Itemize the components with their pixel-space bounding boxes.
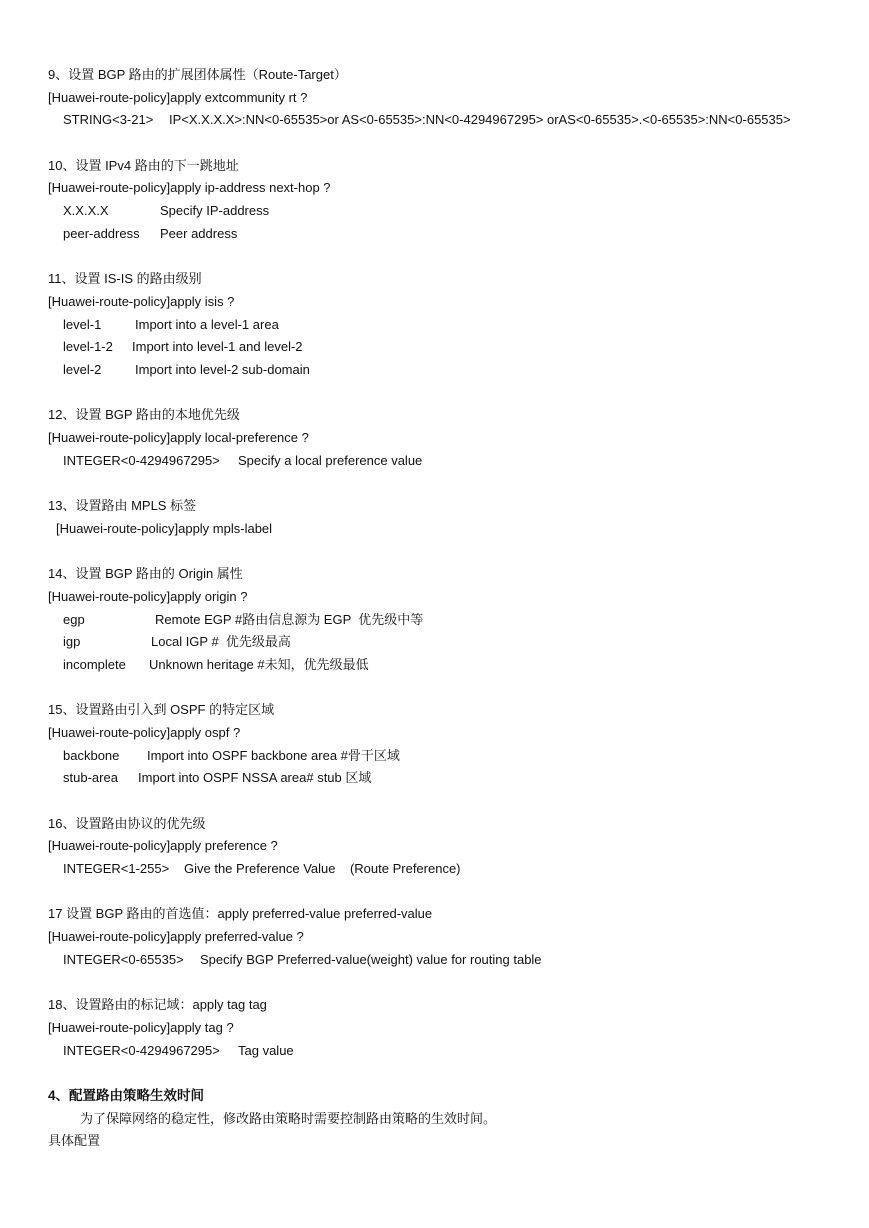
section-title: 16、设置路由协议的优先级 — [48, 815, 206, 831]
option-desc: Specify BGP Preferred-value(weight) value for routing table — [200, 951, 542, 967]
body-paragraph: 为了保障网络的稳定性，修改路由策略时需要控制路由策略的生效时间。 — [80, 1110, 497, 1126]
option-key: egp — [63, 611, 85, 627]
option-desc: Peer address — [160, 225, 238, 241]
option-row — [48, 336, 849, 359]
command-line: [Huawei-route-policy]apply preferred-value ? — [48, 929, 304, 945]
option-key: backbone — [63, 747, 120, 763]
section-title: 13、设置路由 MPLS 标签 — [48, 498, 197, 514]
section-title: 17 设置 BGP 路由的首选值：apply preferred-value preferred-value — [48, 906, 433, 922]
body-text: 具体配置 — [48, 1133, 101, 1149]
option-key: level-1-2 — [63, 339, 113, 355]
option-key: INTEGER<1-255> — [63, 861, 170, 877]
option-row — [48, 609, 849, 632]
option-desc: Import into OSPF NSSA area# stub 区域 — [138, 770, 372, 786]
option-key: level-1 — [63, 316, 102, 332]
option-row — [48, 631, 849, 654]
option-key: INTEGER<0-65535> — [63, 951, 184, 967]
option-desc: Unknown heritage #未知，优先级最低 — [149, 656, 369, 672]
option-key: level-2 — [63, 361, 102, 377]
option-key: stub-area — [63, 770, 118, 786]
command-line: [Huawei-route-policy]apply isis ? — [48, 293, 235, 309]
option-row — [48, 314, 849, 337]
option-key: igp — [63, 634, 81, 650]
option-row — [48, 745, 849, 768]
option-desc: Import into OSPF backbone area #骨干区域 — [147, 747, 400, 763]
option-row — [48, 654, 849, 677]
option-key: peer-address — [63, 225, 140, 241]
command-line: [Huawei-route-policy]apply ospf ? — [48, 724, 241, 740]
option-row — [48, 949, 849, 972]
option-desc: Local IGP # 优先级最高 — [151, 634, 291, 650]
option-desc: Import into level-2 sub-domain — [135, 361, 310, 377]
command-line: [Huawei-route-policy]apply extcommunity rt ? — [48, 89, 308, 105]
option-desc: Specify a local preference value — [238, 452, 423, 468]
section-title: 11、设置 IS-IS 的路由级别 — [48, 271, 202, 287]
document-page — [48, 64, 849, 1153]
option-key: STRING<3-21> — [63, 112, 154, 128]
option-row — [48, 858, 849, 881]
option-row — [48, 1040, 849, 1063]
option-key: X.X.X.X — [63, 203, 109, 219]
option-desc: Specify IP-address — [160, 203, 270, 219]
section-title: 10、设置 IPv4 路由的下一跳地址 — [48, 157, 239, 173]
option-desc: Give the Preference Value (Route Preference) — [184, 861, 461, 877]
section-title: 9、设置 BGP 路由的扩展团体属性（Route-Target） — [48, 67, 347, 82]
option-desc: Remote EGP #路由信息源为 EGP 优先级中等 — [155, 611, 424, 627]
option-key: incomplete — [63, 656, 126, 672]
command-line: [Huawei-route-policy]apply tag ? — [48, 1019, 234, 1035]
option-row — [48, 767, 849, 790]
section-title: 12、设置 BGP 路由的本地优先级 — [48, 407, 240, 423]
option-row — [48, 223, 849, 246]
section-heading: 4、配置路由策略生效时间 — [48, 1087, 205, 1103]
option-row — [48, 109, 849, 132]
option-desc: Import into a level-1 area — [135, 316, 279, 332]
command-line: [Huawei-route-policy]apply ip-address next-hop ? — [48, 180, 331, 196]
section-title: 15、设置路由引入到 OSPF 的特定区域 — [48, 702, 275, 718]
option-row — [48, 200, 849, 223]
option-key: INTEGER<0-4294967295> — [63, 452, 220, 468]
option-key: INTEGER<0-4294967295> — [63, 1042, 220, 1058]
command-line: [Huawei-route-policy]apply origin ? — [48, 588, 248, 604]
option-desc: Tag value — [238, 1042, 294, 1058]
command-line: [Huawei-route-policy]apply preference ? — [48, 838, 278, 854]
option-row — [48, 450, 849, 473]
section-title: 18、设置路由的标记域：apply tag tag — [48, 997, 267, 1013]
command-line: [Huawei-route-policy]apply mpls-label — [56, 520, 273, 536]
option-desc: IP<X.X.X.X>:NN<0-65535>or AS<0-65535>:NN<0-4294967295> orAS<0-65535>.<0-65535>:NN<0-65535> — [169, 112, 791, 128]
option-desc: Import into level-1 and level-2 — [132, 339, 303, 355]
section-title: 14、设置 BGP 路由的 Origin 属性 — [48, 566, 243, 582]
command-line: [Huawei-route-policy]apply local-preference ? — [48, 430, 309, 445]
option-row — [48, 359, 849, 382]
